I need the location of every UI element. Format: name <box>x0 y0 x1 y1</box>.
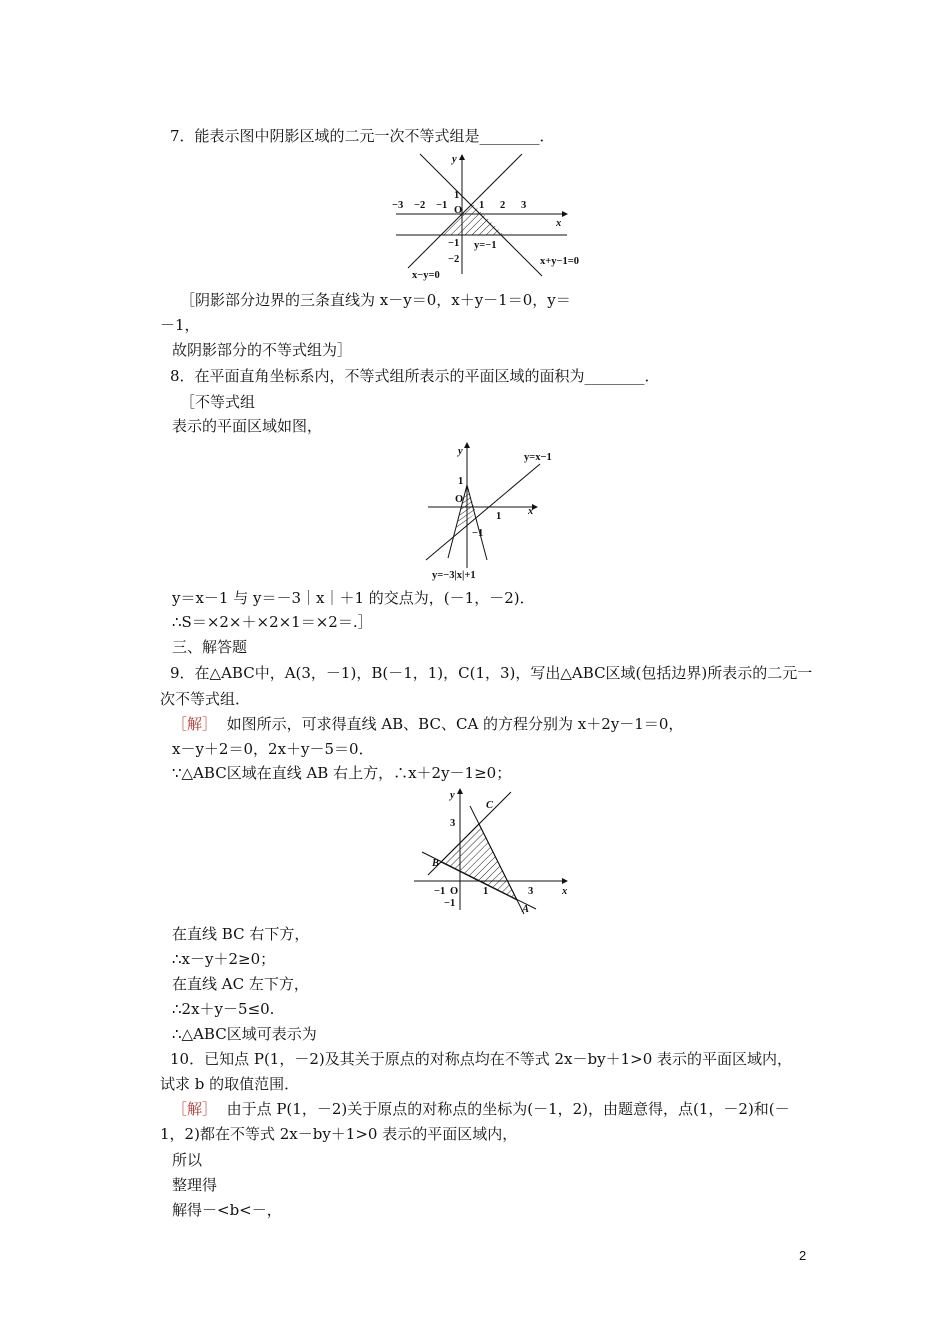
q8-xtick-1: 1 <box>496 511 502 522</box>
q7-graph <box>392 152 602 282</box>
q9-vertex-c: C <box>486 800 494 811</box>
q9-vertex-a: A <box>522 904 530 915</box>
q9-x-label: x <box>562 886 568 897</box>
q7-figure <box>392 152 602 282</box>
q8-ytick-1: 1 <box>458 476 464 487</box>
q7-xtick-neg1: −1 <box>436 200 448 211</box>
q8-origin: O <box>455 494 464 505</box>
q7-xtick-neg2: −2 <box>414 200 426 211</box>
q10-solution-b: 1，2)都在不等式 2x－by＋1>0 表示的平面区域内， <box>160 1125 518 1143</box>
q7-label-hline: y=−1 <box>474 240 497 251</box>
q9-solution-h: ∴△ABC区域可表示为 <box>172 1025 317 1043</box>
q9-xtick-neg1: −1 <box>434 886 446 897</box>
q9-xtick-3: 3 <box>528 886 534 897</box>
q8-ytick-neg1: −1 <box>472 528 484 539</box>
q8-solution-c: y＝x－1 与 y＝－3｜x｜＋1 的交点为，(－1，－2)． <box>172 589 535 607</box>
q10-solution-a <box>172 1099 790 1119</box>
q10-solution-d: 整理得 <box>172 1176 218 1194</box>
q9-figure <box>410 786 580 916</box>
q9-solution-a <box>172 714 683 734</box>
q7-y-arrow <box>459 154 465 160</box>
q9-ytick-neg1: −1 <box>444 898 456 909</box>
q9-solution-d: 在直线 BC 右下方， <box>172 925 310 943</box>
page-number: 2 <box>799 1248 807 1263</box>
q7-solution-a: ［阴影部分边界的三条直线为 x－y＝0，x＋y－1＝0，y＝ <box>180 291 571 309</box>
q7-label-line1: x+y−1=0 <box>540 256 579 267</box>
q8-figure <box>420 440 600 582</box>
q7-solution-c: 故阴影部分的不等式组为］ <box>172 341 353 359</box>
q9-answer-tag: ［解］ <box>172 715 218 733</box>
q8-solution-a: ［不等式组 <box>180 393 256 411</box>
q9-solution-f: 在直线 AC 左下方， <box>172 975 309 993</box>
q9-solution-e: ∴x－y＋2≥0； <box>172 950 276 968</box>
q9-solution-b: x－y＋2＝0，2x＋y－5＝0． <box>172 740 374 758</box>
q7-y-label: y <box>452 154 457 165</box>
q9-stem-b: 次不等式组． <box>160 690 251 708</box>
q7-x-arrow <box>562 211 568 217</box>
q7-solution-b: －1， <box>160 316 200 334</box>
q7-line-x-plus-y <box>420 154 542 276</box>
q8-y-label: y <box>458 446 463 457</box>
q8-graph <box>420 440 600 582</box>
q8-solution-b: 表示的平面区域如图， <box>172 417 323 435</box>
q7-ytick-neg1: −1 <box>448 238 460 249</box>
q9-origin: O <box>450 886 459 897</box>
q7-xtick-1: 1 <box>479 200 485 211</box>
q7-shaded-region <box>441 204 504 236</box>
q8-y-arrow <box>464 442 470 448</box>
q8-solution-d: ∴S＝×2×＋×2×1＝×2＝.］ <box>172 613 373 631</box>
q8-stem: 8．在平面直角坐标系内，不等式组所表示的平面区域的面积为________． <box>170 367 660 385</box>
q10-stem-a: 10．已知点 P(1，－2)及其关于原点的对称点均在不等式 2x－by＋1>0 表示的平面区域内， <box>170 1050 793 1068</box>
q9-ytick-3: 3 <box>450 818 456 829</box>
q7-xtick-neg3: −3 <box>392 200 404 211</box>
q9-solution-a-text: 如图所示，可求得直线 AB、BC、CA 的方程分别为 x＋2y－1＝0， <box>226 715 684 733</box>
q10-stem-b: 试求 b 的取值范围． <box>160 1075 300 1093</box>
q9-stem-a: 9．在△ABC中，A(3，－1)，B(－1，1)，C(1，3)，写出△ABC区域(包括边界)所表示的二元一 <box>170 664 813 682</box>
q10-solution-a-text: 由于点 P(1，－2)关于原点的对称点的坐标为(－1，2)，由题意得，点(1，－2)和(－ <box>226 1100 790 1118</box>
section-heading: 三、解答题 <box>172 638 248 656</box>
q9-vertex-b: B <box>432 858 440 869</box>
q7-label-line2: x−y=0 <box>412 270 440 281</box>
q10-solution-e: 解得－<b<－， <box>172 1201 282 1219</box>
q10-answer-tag: ［解］ <box>172 1100 218 1118</box>
q7-ytick-neg2: −2 <box>448 254 460 265</box>
q9-y-label: y <box>450 790 455 801</box>
q7-xtick-3: 3 <box>521 200 527 211</box>
q7-xtick-2: 2 <box>500 200 506 211</box>
q8-label-abs: y=−3|x|+1 <box>432 570 476 581</box>
q9-xtick-1: 1 <box>483 886 489 897</box>
q9-x-arrow <box>562 878 568 884</box>
q9-solution-g: ∴2x＋y－5≤0. <box>172 1000 275 1018</box>
q10-solution-c: 所以 <box>172 1151 203 1169</box>
q8-label-line: y=x−1 <box>524 452 552 463</box>
q7-origin: O <box>454 205 463 216</box>
q9-y-arrow <box>457 788 463 794</box>
q7-line-x-minus-y <box>408 154 522 268</box>
q9-graph <box>410 786 580 916</box>
q8-x-label: x <box>528 506 534 517</box>
q7-stem: 7．能表示图中阴影区域的二元一次不等式组是________． <box>170 127 555 145</box>
q9-solution-c: ∵△ABC区域在直线 AB 右上方，∴x＋2y－1≥0； <box>172 764 512 782</box>
q7-x-label: x <box>556 218 562 229</box>
q7-ytick-1: 1 <box>454 190 460 201</box>
